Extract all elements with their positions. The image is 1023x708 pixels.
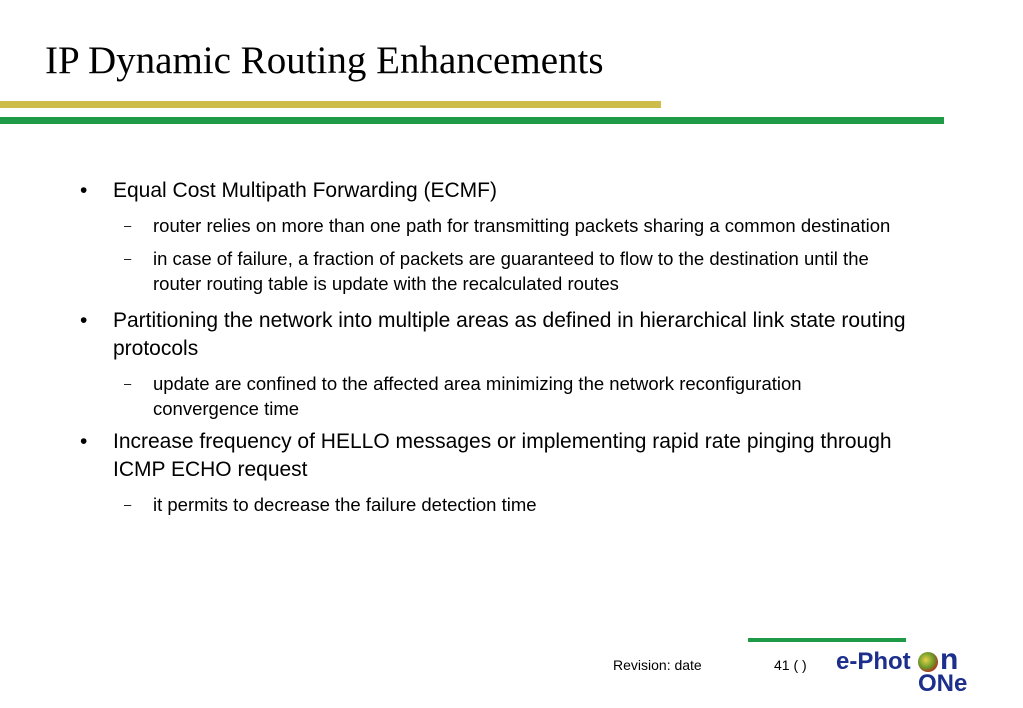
bullet-text: Partitioning the network into multiple areas as defined in hierarchical link state routing protocols [113,309,906,360]
bullet-item [0,177,1023,296]
bullet-marker: • [80,430,88,453]
bullet-marker: • [80,179,88,202]
title-underline-green [0,117,944,124]
slide-title: IP Dynamic Routing Enhancements [45,39,604,82]
sub-bullet-item [0,371,1023,421]
footer-revision: Revision: date [613,657,702,673]
dash-marker: – [124,376,132,391]
globe-icon [918,652,938,672]
footer-divider [748,638,906,642]
bullet-item [0,428,1023,517]
sub-bullet-text: router relies on more than one path for transmitting packets sharing a common destination [153,215,891,236]
sub-bullet-text: update are confined to the affected area minimizing the network reconfiguration convergence time [153,373,802,419]
dash-marker: – [124,218,132,233]
bullet-marker: • [80,309,88,332]
sub-bullet-item [0,246,1023,296]
bullet-text: Increase frequency of HELLO messages or implementing rapid rate pinging through ICMP ECHO request [113,430,892,481]
ephoton-logo [836,643,976,698]
dash-marker: – [124,497,132,512]
bullet-text: Equal Cost Multipath Forwarding (ECMF) [113,179,497,202]
sub-bullet-text: it permits to decrease the failure detection time [153,494,537,515]
page-number: 41 ( ) [774,657,807,673]
sub-bullet-item [0,213,1023,238]
slide-body [0,173,1023,517]
sub-bullet-text: in case of failure, a fraction of packets are guaranteed to flow to the destination until the router routing table is update with the recalculated routes [153,248,869,294]
logo-text-n: n [940,643,959,676]
dash-marker: – [124,251,132,266]
logo-text-ephot: e-Phot [836,648,911,675]
title-underline-yellow [0,101,661,108]
sub-bullet-item [0,492,1023,517]
bullet-item [0,307,1023,421]
logo-text-one: ONe [918,670,968,697]
